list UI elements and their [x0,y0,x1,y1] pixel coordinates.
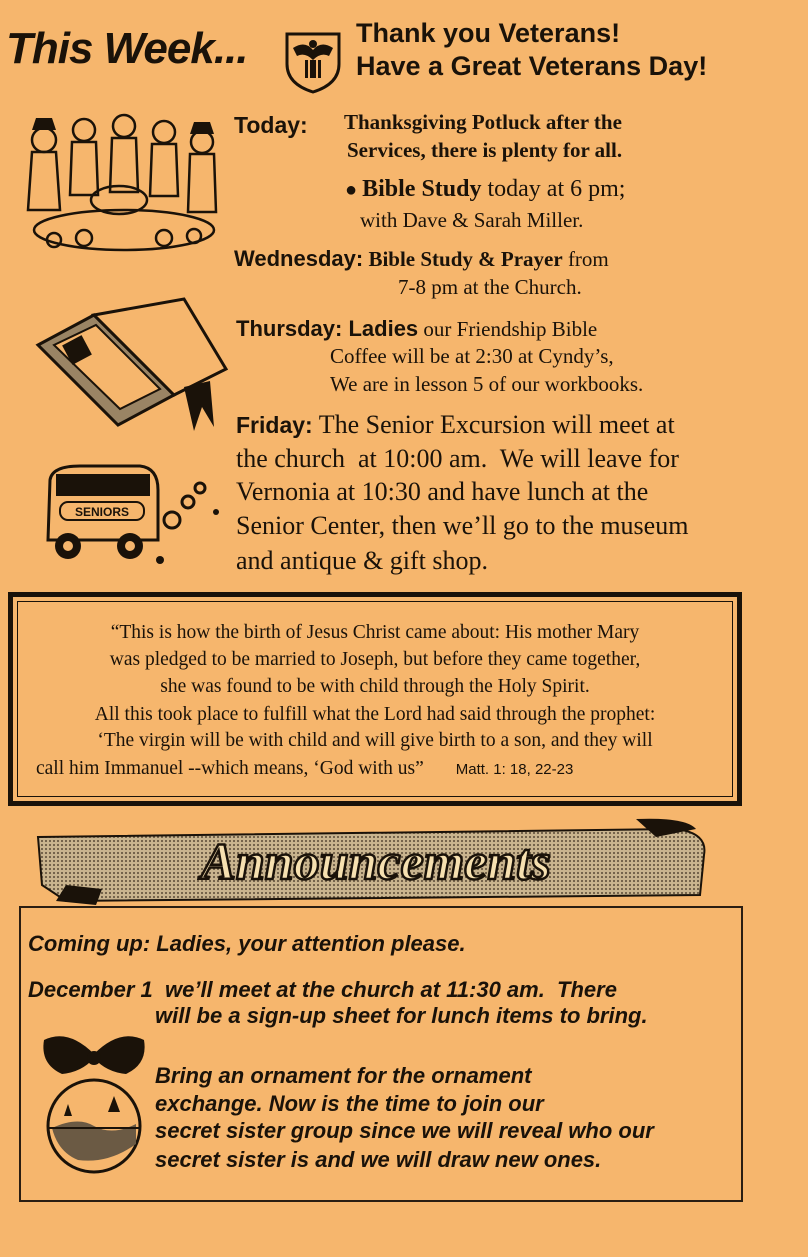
december-detail: we’ll meet at the church at 11:30 am. There [164,977,617,1002]
announcements-banner [36,815,708,907]
bus-sign-text: SENIORS [74,505,130,519]
bullet-icon: ● [345,179,363,201]
bible-study-bold: Bible Study [362,176,482,202]
friday-line3: Vernonia at 10:30 and have lunch at the [236,477,649,506]
friday-line4: Senior Center, then we’ll go to the museum [236,511,689,540]
bible-study-time: today at 6 pm; [481,176,626,202]
veterans-thanks: Thank you Veterans! [356,18,621,48]
coming-up-line: Coming up: Ladies, your attention please. [28,931,466,956]
veterans-seal-icon [283,30,343,94]
friday-line5: and antique & gift shop. [236,546,489,575]
wednesday-line1 [234,246,609,272]
wednesday-line2: 7-8 pm at the Church. [398,275,582,299]
verse-line5: ‘The virgin will be with child and will give birth to a son, and they will [97,730,653,751]
today-potluck-line1: Thanksgiving Potluck after the [344,110,622,134]
scripture-text [8,618,742,788]
friday-excursion: The Senior Excursion will meet at [318,410,675,439]
thursday-line2: Coffee will be at 2:30 at Cyndy’s, [330,344,614,368]
wednesday-from: from [562,247,609,271]
thursday-bible: our Friendship Bible [418,317,598,341]
thursday-ladies: Ladies [342,316,419,341]
ornament-line3: secret sister group since we will reveal who our [155,1118,654,1143]
verse-reference: Matt. 1: 18, 22-23 [455,761,574,778]
december-label: December 1 [28,977,153,1002]
thursday-line1 [236,316,597,342]
christmas-ornament-icon [38,1024,150,1176]
friday-line1 [236,410,675,440]
wednesday-event: Bible Study & Prayer [363,247,563,271]
ornament-line1: Bring an ornament for the ornament [155,1063,532,1088]
verse-line1: “This is how the birth of Jesus Christ came about: His mother Mary [110,622,640,643]
verse-line2: was pledged to be married to Joseph, but before they came together, [109,649,641,670]
veterans-day-greeting: Have a Great Veterans Day! [356,51,708,81]
verse-line6-text: call him Immanuel --which means, ‘God with us” [36,758,424,779]
december-line2: will be a sign-up sheet for lunch items to bring. [155,1003,648,1028]
announcements-title: Announcements [201,834,551,891]
wednesday-label: Wednesday: [234,246,364,271]
senior-bus-icon [40,460,225,572]
today-potluck-line2: Services, there is plenty for all. [347,138,623,162]
december-line1 [28,977,617,1003]
ornament-line2: exchange. Now is the time to join our [155,1091,544,1116]
today-bible-study [345,176,625,203]
open-bible-icon [34,295,229,435]
today-label: Today: [234,112,308,138]
verse-line3: she was found to be with child through the Holy Spirit. [160,676,590,697]
page-title: This Week... [6,24,248,73]
ornament-line4: secret sister is and we will draw new ones. [155,1147,602,1172]
friday-label: Friday: [236,412,313,438]
thursday-line3: We are in lesson 5 of our workbooks. [330,372,644,396]
verse-line6 [36,758,573,780]
thanksgiving-feast-illustration [14,100,224,256]
verse-line4: All this took place to fulfill what the Lord had said through the prophet: [94,704,656,725]
today-bible-hosts: with Dave & Sarah Miller. [360,208,584,232]
thursday-label: Thursday: [236,316,343,341]
friday-line2: the church at 10:00 am. We will leave for [236,444,679,473]
